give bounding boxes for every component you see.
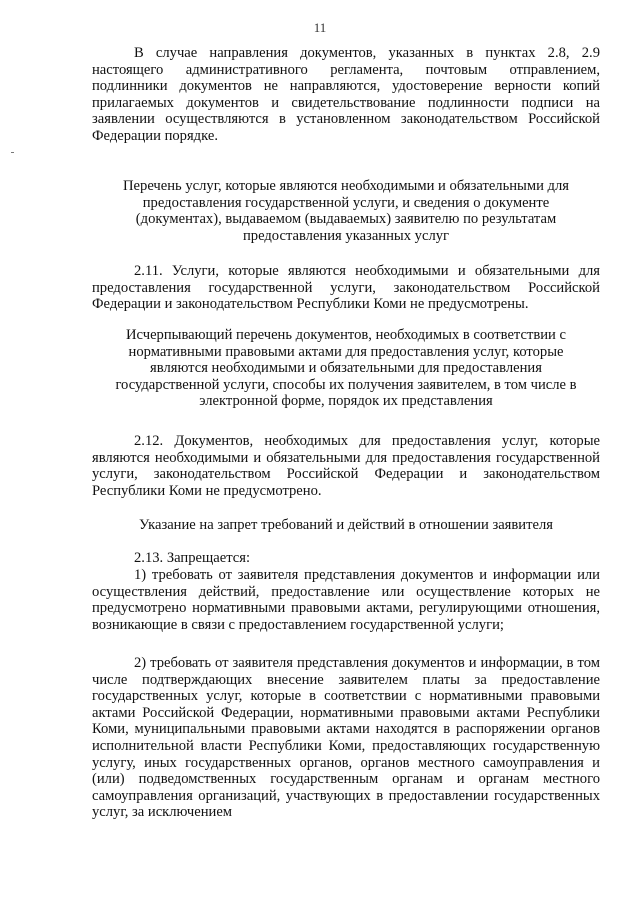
- heading-documents-list: Исчерпывающий перечень документов, необходимых в соответствии с нормативными правовыми актами для предоставления услуг, которые являются необходимыми и обязательными для предоставления государственной услуги, способы их получения заявителем, в том числе в электронной форме, порядок их представления: [115, 327, 577, 410]
- heading-prohibitions: Указание на запрет требований и действий в отношении заявителя: [139, 517, 553, 533]
- page-number: 11: [313, 20, 327, 35]
- paragraph-mail-documents: В случае направления документов, указанных в пунктах 2.8, 2.9 настоящего административного регламента, почтовым отправлением, подлинники документов не направляются, удостоверение верности копий прилагаемых документов и свидетельствование подлинности подписи на заявлении осуществляются в установленном законодательством Российской Федерации порядке.: [92, 45, 600, 144]
- paragraph-item-2: 2) требовать от заявителя представления документов и информации, в том числе подтверждающих внесение заявителем платы за предоставление государственных услуг, которые в соответствии с нормативными правовыми актами Российской Федерации, нормативными правовыми актами Республики Коми, муниципальными правовыми актами находятся в распоряжении органов исполнительной власти Республики Коми, предоставляющих государственную услугу, иных государственных органов, органов местного самоуправления и (или) подведомственных государственным органам и органам местного самоуправления организаций, участвующих в предоставлении государственных услуг, за исключением: [92, 655, 600, 821]
- paragraph-2-11: 2.11. Услуги, которые являются необходимыми и обязательными для предоставления государственной услуги, законодательством Российской Федерации и законодательством Республики Коми не предусмотрены.: [92, 263, 600, 313]
- paragraph-2-13: 2.13. Запрещается:: [134, 550, 251, 566]
- margin-mark: [11, 152, 14, 153]
- paragraph-item-1: 1) требовать от заявителя представления документов и информации или осуществления действий, предоставление или осуществление которых не предусмотрено нормативными правовыми актами, регулирующими отношения, возникающие в связи с предоставлением государственной услуги;: [92, 567, 600, 633]
- paragraph-2-12: 2.12. Документов, необходимых для предоставления услуг, которые являются необходимыми и обязательными для предоставления государственной услуги, законодательством Российской Федерации и законодательством Республики Коми не предусмотрено.: [92, 433, 600, 499]
- heading-required-services: Перечень услуг, которые являются необходимыми и обязательными для предоставления государственной услуги, и сведения о документе (документах), выдаваемом (выдаваемых) заявителю по результатам предоставления указанных услуг: [123, 178, 569, 244]
